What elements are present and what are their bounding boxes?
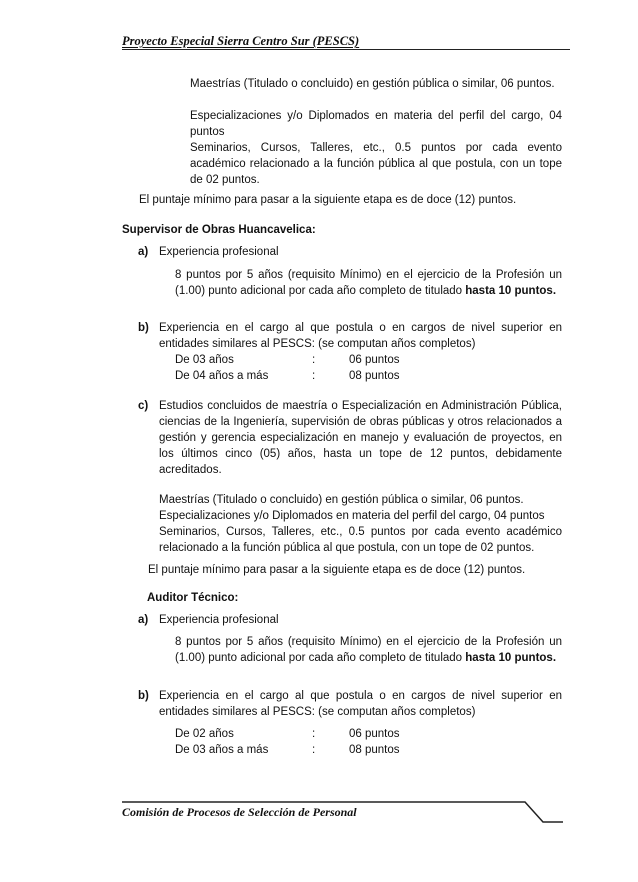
supervisor-a-title: Experiencia profesional bbox=[159, 246, 279, 258]
supervisor-c-text: Estudios concluidos de maestría o Especialización en Administración Pública, ciencias de la Ingeniería, supervisión de obras públicas y otros relacionados a gestión y gerencia especialización en manejo y evaluación de proyectos, en los últimos cinco (05) años, hasta un tope de 12 puntos, debidamente acreditados. bbox=[159, 400, 562, 476]
supervisor-b-row-range: De 04 años a más bbox=[175, 370, 269, 382]
supervisor-b-row-sep: : bbox=[312, 370, 316, 382]
auditor-b-row-range: De 03 años a más bbox=[175, 744, 269, 756]
supervisor-puntaje-minimo: El puntaje mínimo para pasar a la siguiente etapa es de doce (12) puntos. bbox=[148, 564, 526, 576]
auditor-b-row-sep: : bbox=[312, 728, 316, 740]
supervisor-c-label: c) bbox=[138, 400, 149, 412]
auditor-a-text-body: 8 puntos por 5 años (requisito Mínimo) en el ejercicio de la Profesión un (1.00) punto adicional por cada año completo de titulado bbox=[175, 636, 562, 664]
auditor-title: Auditor Técnico: bbox=[147, 592, 239, 604]
auditor-a-label: a) bbox=[138, 614, 149, 626]
auditor-b-row-range: De 02 años bbox=[175, 728, 234, 740]
auditor-a-text-bold: hasta 10 puntos. bbox=[465, 652, 557, 664]
supervisor-c-especializaciones: Especializaciones y/o Diplomados en materia del perfil del cargo, 04 puntos bbox=[159, 510, 545, 522]
auditor-b-row-sep: : bbox=[312, 744, 316, 756]
supervisor-b-row-points: 08 puntos bbox=[349, 370, 400, 382]
supervisor-b-row-sep: : bbox=[312, 354, 316, 366]
auditor-b-row-points: 08 puntos bbox=[349, 744, 400, 756]
supervisor-c-seminarios: Seminarios, Cursos, Talleres, etc., 0.5 puntos por cada evento académico relacionado a la función pública al que postula, con un tope de 02 puntos. bbox=[159, 526, 562, 554]
page-header-title: Proyecto Especial Sierra Centro Sur (PESCS) bbox=[122, 34, 360, 48]
auditor-b-label: b) bbox=[138, 690, 149, 702]
auditor-b-row-points: 06 puntos bbox=[349, 728, 400, 740]
top-maestrias: Maestrías (Titulado o concluido) en gestión pública o similar, 06 puntos. bbox=[190, 78, 555, 90]
top-seminarios: Seminarios, Cursos, Talleres, etc., 0.5 puntos por cada evento académico relacionado a la función pública al que postula, con un tope de 02 puntos. bbox=[190, 142, 562, 186]
supervisor-b-label: b) bbox=[138, 322, 149, 334]
supervisor-a-text-bold: hasta 10 puntos. bbox=[465, 285, 557, 297]
supervisor-b-row-range: De 03 años bbox=[175, 354, 234, 366]
supervisor-a-label: a) bbox=[138, 246, 149, 258]
supervisor-b-text: Experiencia en el cargo al que postula o en cargos de nivel superior en entidades similares al PESCS: (se computan años completos) bbox=[159, 322, 562, 350]
supervisor-a-text-body: 8 puntos por 5 años (requisito Mínimo) en el ejercicio de la Profesión un (1.00) punto adicional por cada año completo de titulado bbox=[175, 269, 562, 297]
supervisor-b-row-points: 06 puntos bbox=[349, 354, 400, 366]
supervisor-c-maestrias: Maestrías (Titulado o concluido) en gestión pública o similar, 06 puntos. bbox=[159, 494, 524, 506]
top-puntaje-minimo: El puntaje mínimo para pasar a la siguiente etapa es de doce (12) puntos. bbox=[139, 194, 517, 206]
page-footer-text: Comisión de Procesos de Selección de Personal bbox=[122, 805, 357, 819]
auditor-b-text: Experiencia en el cargo al que postula o en cargos de nivel superior en entidades similares al PESCS: (se computan años completos) bbox=[159, 690, 562, 718]
auditor-a-title: Experiencia profesional bbox=[159, 614, 279, 626]
supervisor-title: Supervisor de Obras Huancavelica: bbox=[122, 224, 316, 236]
top-especializaciones: Especializaciones y/o Diplomados en materia del perfil del cargo, 04 puntos bbox=[190, 110, 562, 138]
